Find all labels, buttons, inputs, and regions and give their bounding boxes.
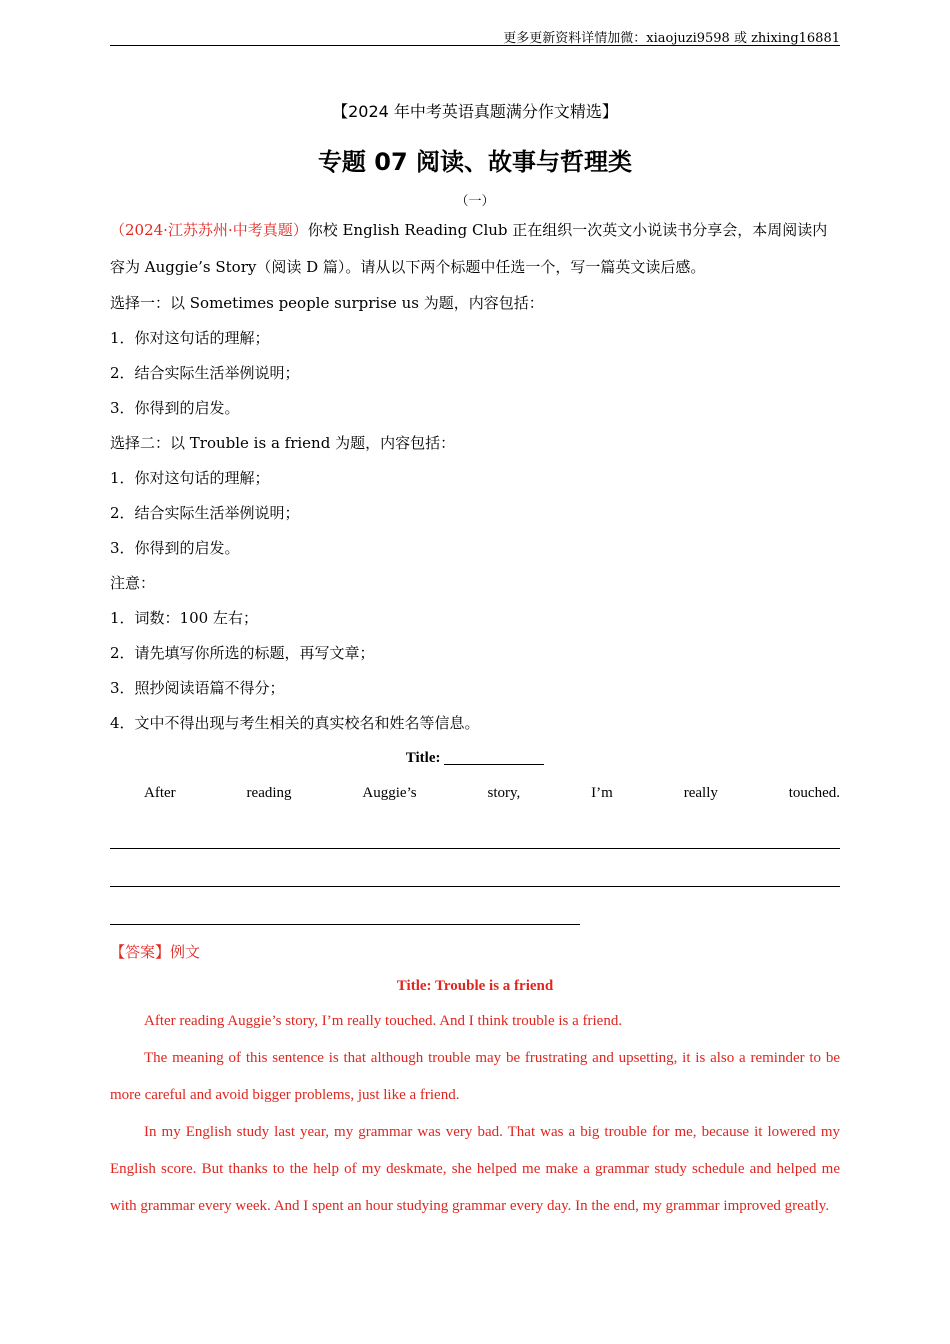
option1-item: 3．你得到的启发。 <box>110 399 240 417</box>
writing-line <box>110 887 580 925</box>
series-title: 【2024 年中考英语真题满分作文精选】 <box>332 102 618 121</box>
writing-line <box>110 849 840 887</box>
title-blank-line <box>444 750 544 765</box>
opening-sentence <box>110 776 840 811</box>
page-title: 专题 07 阅读、故事与哲理类 <box>317 148 633 176</box>
option2-item: 3．你得到的启发。 <box>110 539 240 557</box>
prompt-paragraph <box>110 212 840 286</box>
note-item: 2．请先填写你所选的标题，再写文章； <box>110 644 375 662</box>
prompt-source: （2024·江苏苏州·中考真题） <box>110 221 308 239</box>
note-item: 4．文中不得出现与考生相关的真实校名和姓名等信息。 <box>110 714 480 732</box>
opening-word: Auggie’s <box>362 785 417 801</box>
opening-word: story, <box>487 785 521 801</box>
option1-item: 2．结合实际生活举例说明； <box>110 364 300 382</box>
opening-word: I’m <box>591 785 613 801</box>
essay-paragraph: In my English study last year, my grammar was very bad. That was a big trouble for me, because it lowered my English score. But thanks to the help of my deskmate, she helped me make a grammar study schedule and helped me with grammar every week. And I spent an hour studying grammar every day. In the end, my grammar improved greatly. <box>110 1124 840 1214</box>
option2-item: 1．你对这句话的理解； <box>110 469 270 487</box>
option2-item: 2．结合实际生活举例说明； <box>110 504 300 522</box>
opening-word: really <box>683 785 718 801</box>
answer-label: 【答案】例文 <box>110 943 201 961</box>
opening-word: After <box>144 785 176 801</box>
note-item: 1．词数：100 左右； <box>110 609 258 627</box>
essay-paragraph: After reading Auggie’s story, I’m really touched. And I think trouble is a friend. <box>144 1013 623 1029</box>
note-item: 3．照抄阅读语篇不得分； <box>110 679 285 697</box>
option2-title: 选择二：以 Trouble is a friend 为题，内容包括： <box>110 434 456 452</box>
header-rule <box>110 45 840 46</box>
essay-paragraph: The meaning of this sentence is that although trouble may be frustrating and upsetting, it is also a reminder to be more careful and avoid bigger problems, just like a friend. <box>110 1050 840 1103</box>
writing-line <box>110 811 840 849</box>
opening-word: touched. <box>788 785 840 801</box>
title-label: Title: <box>405 750 441 766</box>
option1-item: 1．你对这句话的理解； <box>110 329 270 347</box>
option1-title: 选择一：以 Sometimes people surprise us 为题，内容包括： <box>110 294 544 312</box>
title-blank-row <box>110 741 840 776</box>
prompt-intro: 你校 English Reading Club 正在组织一次英文小说读书分享会，本周阅读内容为 Auggie’s Story（阅读 D 篇）。请从以下两个标题中任选一个，写一篇英文读后感。 <box>110 221 828 276</box>
notes-title: 注意： <box>110 574 156 592</box>
answer-title: Title: Trouble is a friend <box>396 978 554 994</box>
opening-word: reading <box>246 785 292 801</box>
header-note: 更多更新资料详情加微：xiaojuzi9598 或 zhixing16881 <box>503 31 840 46</box>
document-body <box>110 100 840 1225</box>
section-number: （一） <box>455 194 495 209</box>
